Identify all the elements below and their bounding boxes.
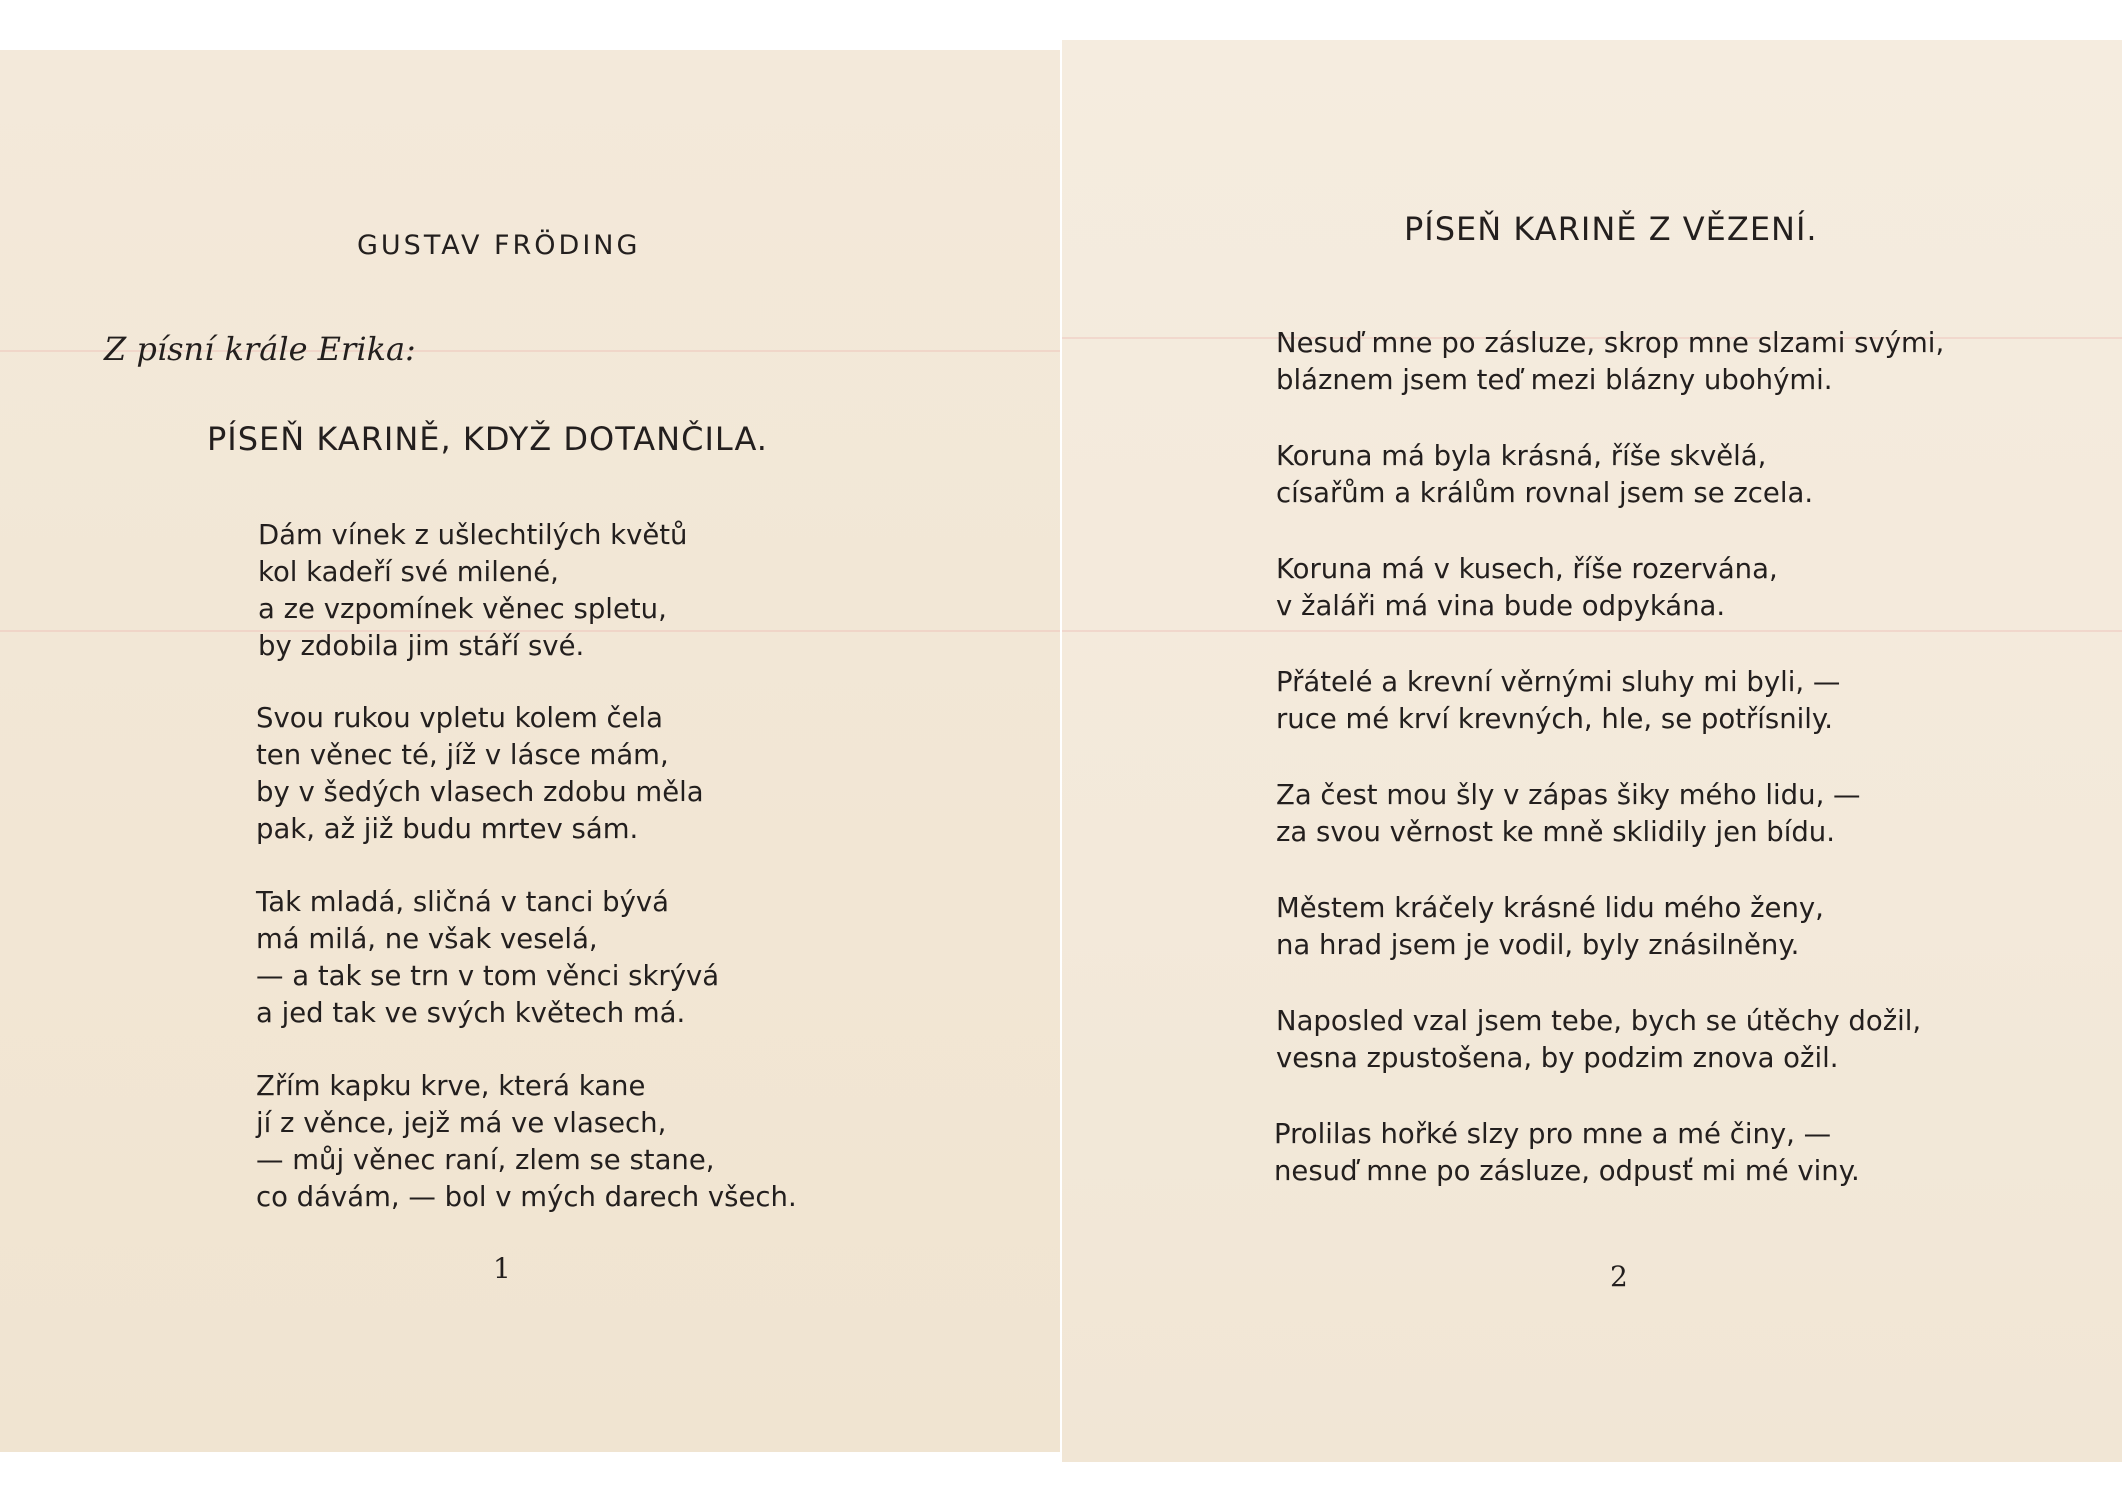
right-page	[1062, 40, 2122, 1462]
stanza	[1276, 777, 1861, 851]
verse-line: pak, až již budu mrtev sám.	[256, 813, 639, 845]
verse-line: a jed tak ve svých květech má.	[256, 997, 686, 1029]
intro-line: Z písní krále Erika:	[104, 330, 416, 368]
verse-line: — můj věnec raní, zlem se stane,	[256, 1144, 715, 1176]
verse-line: Nesuď mne po zásluze, skrop mne slzami svými,	[1276, 327, 1945, 359]
verse-line: kol kadeří své milené,	[258, 556, 559, 588]
author-name: GUSTAV FRÖDING	[357, 230, 641, 261]
verse-line: Přátelé a krevní věrnými sluhy mi byli, —	[1276, 666, 1841, 698]
verse-line: Koruna má v kusech, říše rozervána,	[1276, 553, 1778, 585]
faint-rule	[1062, 630, 2122, 632]
verse-line: jí z věnce, jejž má ve vlasech,	[256, 1107, 667, 1139]
verse-line: Za čest mou šly v zápas šiky mého lidu, —	[1276, 779, 1861, 811]
stanza	[256, 700, 704, 848]
verse-line: vesna zpustošena, by podzim znova ožil.	[1276, 1042, 1839, 1074]
verse-line: co dávám, — bol v mých darech všech.	[256, 1181, 797, 1213]
verse-line: za svou věrnost ke mně sklidily jen bídu.	[1276, 816, 1835, 848]
verse-line: Naposled vzal jsem tebe, bych se útěchy dožil,	[1276, 1005, 1922, 1037]
verse-line: na hrad jsem je vodil, byly znásilněny.	[1276, 929, 1800, 961]
verse-line: císařům a králům rovnal jsem se zcela.	[1276, 477, 1814, 509]
verse-line: Svou rukou vpletu kolem čela	[256, 702, 664, 734]
stanza	[256, 1068, 797, 1216]
verse-line: Tak mladá, sličná v tanci bývá	[256, 886, 670, 918]
verse-line: Zřím kapku krve, která kane	[256, 1070, 646, 1102]
page-number: 2	[1610, 1260, 1628, 1293]
verse-line: má milá, ne však veselá,	[256, 923, 598, 955]
stanza	[1276, 890, 1824, 964]
verse-line: Prolilas hořké slzy pro mne a mé činy, —	[1274, 1118, 1832, 1150]
verse-line: Koruna má byla krásná, říše skvělá,	[1276, 440, 1767, 472]
stanza	[1276, 438, 1813, 512]
verse-line: Městem kráčely krásné lidu mého ženy,	[1276, 892, 1824, 924]
stanza	[1276, 551, 1778, 625]
verse-line: bláznem jsem teď mezi blázny ubohými.	[1276, 364, 1833, 396]
verse-line: a ze vzpomínek věnec spletu,	[258, 593, 667, 625]
poem-title: PÍSEŇ KARINĚ, KDYŽ DOTANČILA.	[207, 420, 768, 458]
stanza	[1274, 1116, 1860, 1190]
page-number: 1	[493, 1252, 511, 1285]
verse-line: ten věnec té, jíž v lásce mám,	[256, 739, 669, 771]
left-page	[0, 50, 1060, 1452]
stanza	[1276, 664, 1840, 738]
verse-line: Dám vínek z ušlechtilých květů	[258, 519, 688, 551]
verse-line: by zdobila jim stáří své.	[258, 630, 585, 662]
stanza	[1276, 325, 1944, 399]
stanza	[256, 884, 719, 1032]
verse-line: ruce mé krví krevných, hle, se potřísnily.	[1276, 703, 1834, 735]
poem-title: PÍSEŇ KARINĚ Z VĚZENÍ.	[1404, 210, 1818, 248]
stanza	[1276, 1003, 1921, 1077]
verse-line: v žaláři má vina bude odpykána.	[1276, 590, 1726, 622]
verse-line: nesuď mne po zásluze, odpusť mi mé viny.	[1274, 1155, 1860, 1187]
verse-line: by v šedých vlasech zdobu měla	[256, 776, 704, 808]
stanza	[258, 517, 688, 665]
verse-line: — a tak se trn v tom věnci skrývá	[256, 960, 720, 992]
